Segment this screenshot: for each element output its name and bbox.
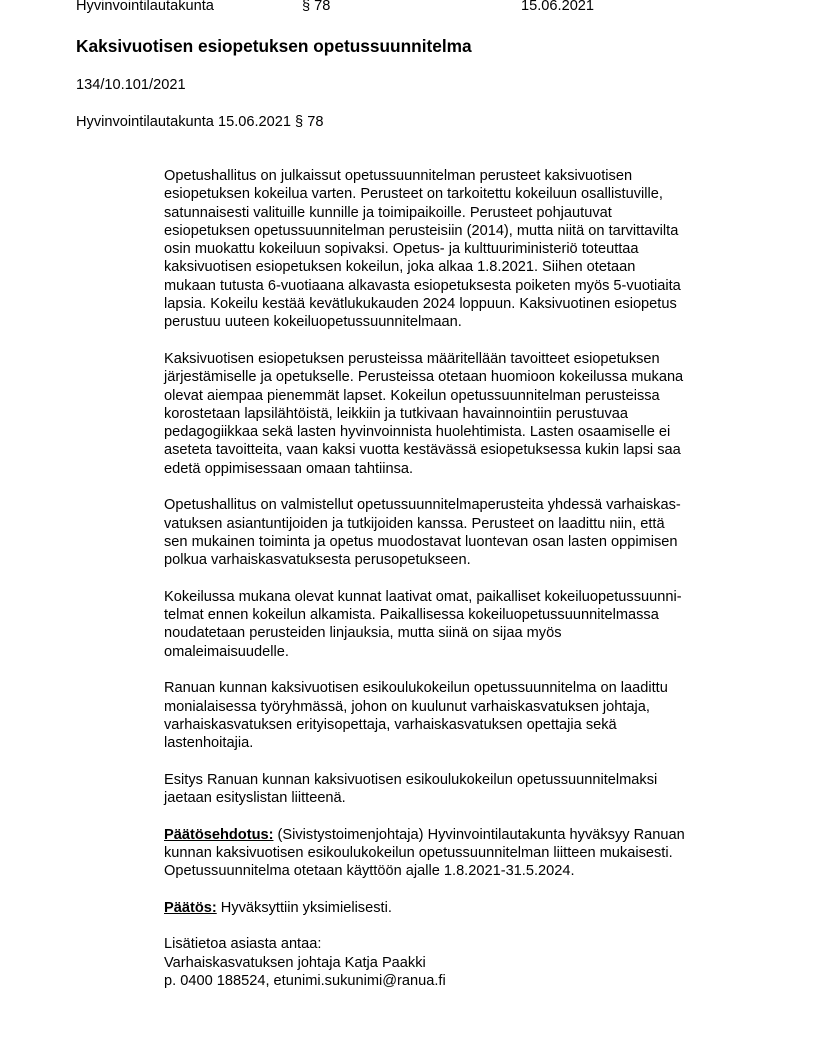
paragraph-5	[164, 679, 744, 752]
paragraph-3	[164, 496, 744, 569]
text-line: järjestämiselle ja opetukselle. Perusteissa otetaan huomioon kokeilussa mukana	[164, 369, 684, 386]
text-line: Kaksivuotisen esiopetuksen perusteissa määritellään tavoitteet esiopetuksen	[164, 350, 660, 367]
header-body-name: Hyvinvointilautakunta	[76, 0, 214, 14]
text-line: telmat ennen kokeilun alkamista. Paikallisessa kokeiluopetussuunnitelmassa	[164, 607, 659, 624]
proposal-first-line	[164, 826, 744, 844]
text-line: Opetussuunnitelma otetaan käyttöön ajalle 1.8.2021-31.5.2024.	[164, 863, 575, 880]
text-line: lapsia. Kokeilu kestää kevätlukukauden 2024 loppuun. Kaksivuotinen esiopetus	[164, 296, 677, 313]
text-line: korostetaan lapsilähtöistä, leikkiin ja tutkivaan havainnointiin perustuvaa	[164, 405, 629, 422]
text-line: mukaan tutusta 6-vuotiaana alkavasta esiopetuksesta poiketen myös 5-vuotiaita	[164, 277, 681, 294]
contact-details: p. 0400 188524, etunimi.sukunimi@ranua.fi	[164, 973, 446, 990]
text-line: kaksivuotisen esiopetuksen kokeilun, joka alkaa 1.8.2021. Siihen otetaan	[164, 259, 636, 276]
text-line: olevat aiempaa pienemmät lapset. Kokeilun opetussuunnitelman perusteissa	[164, 387, 660, 404]
text-line: lastenhoitajia.	[164, 735, 254, 752]
text-line: pedagogiikkaa sekä lasten hyvinvoinnista huolehtimista. Lasten osaamiselle ei	[164, 424, 671, 441]
proposal-paragraph	[164, 826, 744, 881]
text-line: omaleimaisuudelle.	[164, 643, 289, 660]
proposal-text: (Sivistystoimenjohtaja) Hyvinvointilautakunta hyväksyy Ranuan	[273, 826, 685, 843]
proposal-label: Päätösehdotus:	[164, 826, 274, 843]
text-line: noudatetaan perusteiden linjauksia, mutta siinä on sijaa myös	[164, 625, 562, 642]
decision-paragraph	[164, 899, 744, 917]
decision-text: Hyväksyttiin yksimielisesti.	[216, 899, 392, 916]
text-line: sen mukainen toiminta ja opetus muodostavat luontevan osan lasten oppimisen	[164, 533, 678, 550]
paragraph-1	[164, 167, 744, 332]
text-line: aseteta tavoitteita, vaan kaksi vuotta kestävässä esiopetuksessa kukin lapsi saa	[164, 442, 681, 459]
paragraph-4	[164, 588, 744, 661]
header-section: § 78	[302, 0, 331, 14]
meeting-reference: Hyvinvointilautakunta 15.06.2021 § 78	[76, 114, 324, 130]
text-line: perustuu uuteen kokeiluopetussuunnitelmaan.	[164, 314, 462, 331]
page-title: Kaksivuotisen esiopetuksen opetussuunnitelma	[76, 36, 472, 56]
header-date: 15.06.2021	[521, 0, 595, 14]
page-header	[0, 0, 816, 18]
text-line: kunnan kaksivuotisen esikoulukokeilun opetussuunnitelman liitteen mukaisesti.	[164, 844, 673, 861]
text-line: satunnaisesti valituille kunnille ja toimipaikoille. Perusteet pohjautuvat	[164, 204, 612, 221]
contact-paragraph	[164, 935, 744, 990]
text-line: edetä oppimisessaan omaan tahtiinsa.	[164, 460, 414, 477]
text-line: Opetushallitus on valmistellut opetussuunnitelmaperusteita yhdessä varhaiskas-	[164, 497, 681, 514]
diary-number: 134/10.101/2021	[76, 77, 186, 93]
text-line: esiopetuksen kokeilua varten. Perusteet on tarkoitettu kokeiluun osallistuville,	[164, 186, 663, 203]
text-line: Opetushallitus on julkaissut opetussuunnitelman perusteet kaksivuotisen	[164, 168, 633, 184]
paragraph-2	[164, 350, 744, 478]
text-line: polkua varhaiskasvatuksesta perusopetukseen.	[164, 552, 471, 569]
text-line: Kokeilussa mukana olevat kunnat laativat omat, paikalliset kokeiluopetussuunni-	[164, 588, 682, 605]
text-line: vatuksen asiantuntijoiden ja tutkijoiden kanssa. Perusteet on laadittu niin, että	[164, 515, 665, 532]
text-line: Esitys Ranuan kunnan kaksivuotisen esikoulukokeilun opetussuunnitelmaksi	[164, 771, 658, 788]
decision-label: Päätös:	[164, 899, 217, 916]
contact-person: Varhaiskasvatuksen johtaja Katja Paakki	[164, 954, 426, 971]
text-line: jaetaan esityslistan liitteenä.	[164, 790, 346, 807]
decision-line	[164, 899, 744, 917]
text-line: varhaiskasvatuksen erityisopettaja, varhaiskasvatuksen opettajia sekä	[164, 716, 617, 733]
text-line: Ranuan kunnan kaksivuotisen esikoulukokeilun opetussuunnitelma on laadittu	[164, 680, 668, 697]
paragraph-6	[164, 771, 744, 808]
document-body	[164, 167, 744, 990]
contact-intro: Lisätietoa asiasta antaa:	[164, 936, 322, 953]
text-line: osin muokattu kokeiluun sopivaksi. Opetus- ja kulttuuriministeriö toteuttaa	[164, 241, 639, 258]
text-line: esiopetuksen opetussuunnitelman perusteisiin (2014), mutta niitä on tarvittavilta	[164, 222, 679, 239]
text-line: monialaisessa työryhmässä, johon on kuulunut varhaiskasvatuksen johtaja,	[164, 698, 650, 715]
